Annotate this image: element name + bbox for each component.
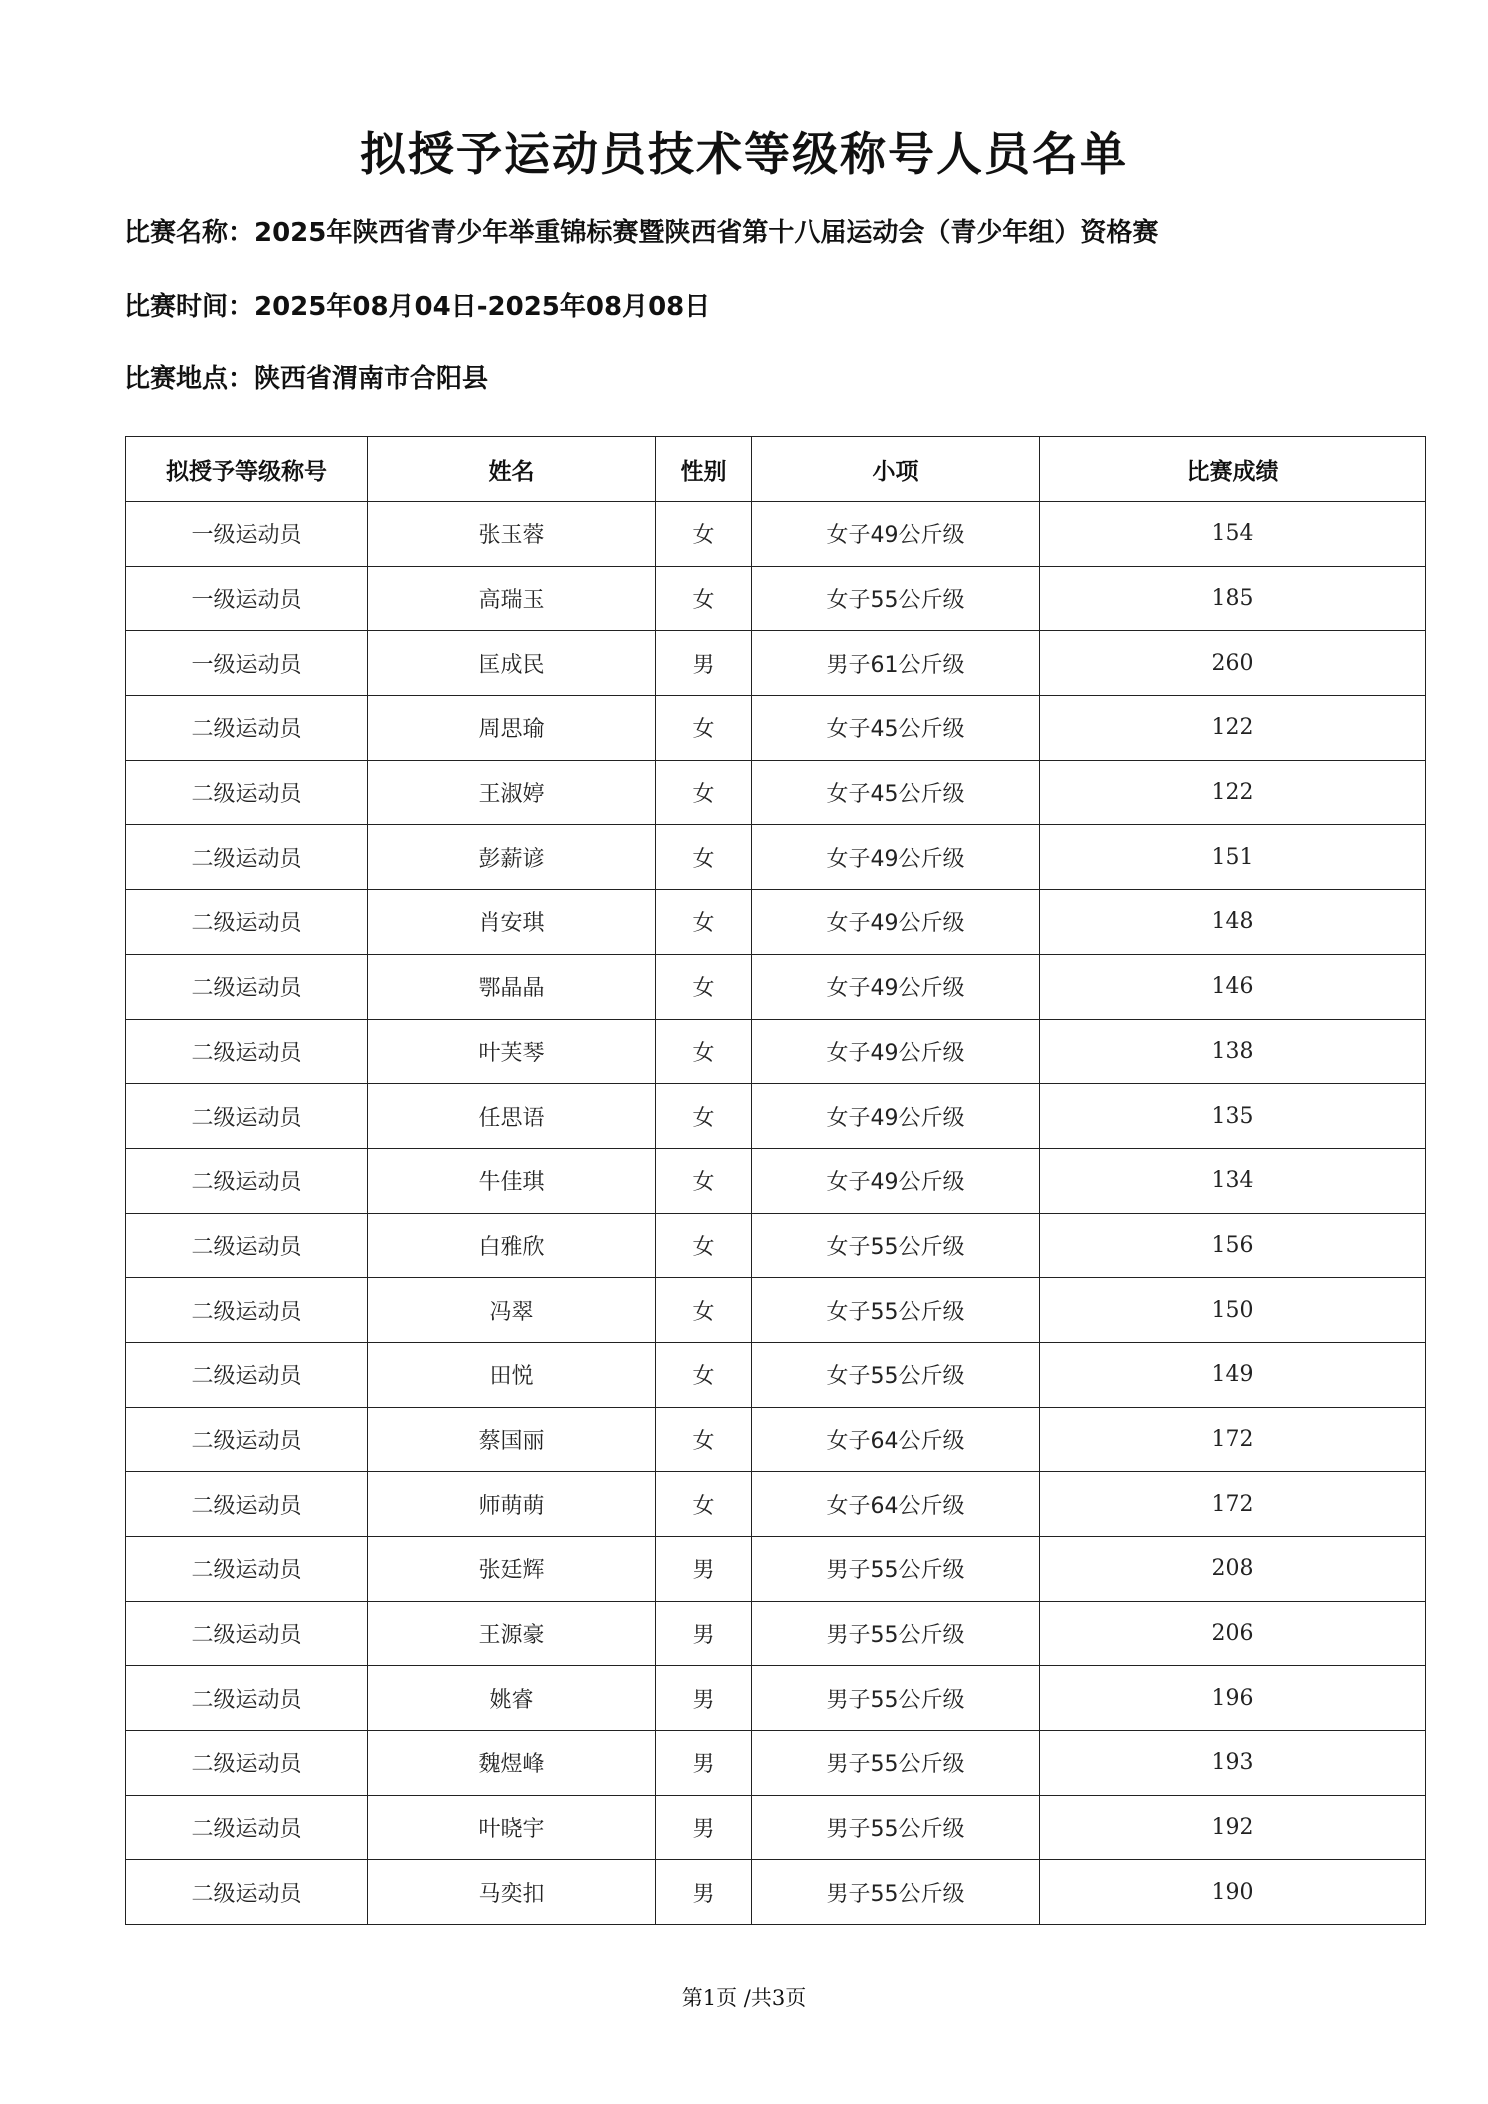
table-row: [126, 502, 1426, 567]
cell-gender: 女: [656, 1084, 752, 1149]
cell-name: 叶晓宇: [368, 1795, 656, 1860]
cell-name: 姚睿: [368, 1666, 656, 1731]
cell-grade: 一级运动员: [126, 631, 368, 696]
cell-event: 男子55公斤级: [752, 1795, 1040, 1860]
cell-event: 男子55公斤级: [752, 1601, 1040, 1666]
cell-gender: 女: [656, 1342, 752, 1407]
cell-score: 260: [1040, 631, 1426, 696]
table-row: [126, 1148, 1426, 1213]
cell-score: 122: [1040, 696, 1426, 761]
cell-gender: 男: [656, 1666, 752, 1731]
cell-event: 女子55公斤级: [752, 1213, 1040, 1278]
cell-gender: 女: [656, 890, 752, 955]
cell-score: 122: [1040, 760, 1426, 825]
cell-event: 女子64公斤级: [752, 1407, 1040, 1472]
cell-name: 王淑婷: [368, 760, 656, 825]
cell-score: 172: [1040, 1407, 1426, 1472]
cell-gender: 女: [656, 760, 752, 825]
cell-gender: 男: [656, 631, 752, 696]
cell-gender: 男: [656, 1795, 752, 1860]
cell-event: 男子55公斤级: [752, 1537, 1040, 1602]
cell-name: 冯翠: [368, 1278, 656, 1343]
header-score: 比赛成绩: [1040, 437, 1426, 502]
cell-score: 148: [1040, 890, 1426, 955]
cell-score: 151: [1040, 825, 1426, 890]
cell-name: 周思瑜: [368, 696, 656, 761]
cell-score: 134: [1040, 1148, 1426, 1213]
cell-event: 女子49公斤级: [752, 1148, 1040, 1213]
table-row: [126, 1731, 1426, 1796]
cell-grade: 二级运动员: [126, 1860, 368, 1925]
cell-gender: 男: [656, 1537, 752, 1602]
cell-event: 女子49公斤级: [752, 825, 1040, 890]
cell-name: 匡成民: [368, 631, 656, 696]
cell-grade: 二级运动员: [126, 1537, 368, 1602]
table-row: [126, 1537, 1426, 1602]
cell-gender: 女: [656, 1472, 752, 1537]
cell-gender: 女: [656, 825, 752, 890]
cell-score: 149: [1040, 1342, 1426, 1407]
cell-score: 156: [1040, 1213, 1426, 1278]
cell-gender: 女: [656, 1019, 752, 1084]
header-grade: 拟授予等级称号: [126, 437, 368, 502]
cell-gender: 女: [656, 502, 752, 567]
cell-gender: 女: [656, 1278, 752, 1343]
table-row: [126, 1407, 1426, 1472]
cell-grade: 二级运动员: [126, 954, 368, 1019]
cell-name: 叶芙琴: [368, 1019, 656, 1084]
cell-score: 196: [1040, 1666, 1426, 1731]
cell-grade: 二级运动员: [126, 1084, 368, 1149]
table-row: [126, 1213, 1426, 1278]
cell-score: 150: [1040, 1278, 1426, 1343]
competition-location: 比赛地点：陕西省渭南市合阳县: [124, 364, 489, 394]
table-row: [126, 825, 1426, 890]
document-title: 拟授予运动员技术等级称号人员名单: [360, 127, 1128, 181]
cell-name: 张廷辉: [368, 1537, 656, 1602]
table-row: [126, 1601, 1426, 1666]
table-row: [126, 954, 1426, 1019]
cell-score: 192: [1040, 1795, 1426, 1860]
cell-gender: 女: [656, 696, 752, 761]
table-body: [126, 502, 1426, 1925]
table-row: [126, 696, 1426, 761]
cell-name: 牛佳琪: [368, 1148, 656, 1213]
table-row: [126, 566, 1426, 631]
cell-gender: 女: [656, 954, 752, 1019]
cell-name: 田悦: [368, 1342, 656, 1407]
athlete-roster-table: [125, 436, 1426, 1925]
cell-score: 208: [1040, 1537, 1426, 1602]
cell-name: 彭薪谚: [368, 825, 656, 890]
table-row: [126, 760, 1426, 825]
table-row: [126, 1860, 1426, 1925]
page-number: 第1页 /共3页: [681, 1986, 807, 2010]
cell-name: 马奕扣: [368, 1860, 656, 1925]
cell-score: 154: [1040, 502, 1426, 567]
cell-grade: 二级运动员: [126, 1407, 368, 1472]
cell-name: 白雅欣: [368, 1213, 656, 1278]
cell-score: 193: [1040, 1731, 1426, 1796]
cell-event: 男子61公斤级: [752, 631, 1040, 696]
cell-name: 张玉蓉: [368, 502, 656, 567]
cell-name: 鄂晶晶: [368, 954, 656, 1019]
header-event: 小项: [752, 437, 1040, 502]
cell-gender: 女: [656, 566, 752, 631]
cell-grade: 一级运动员: [126, 502, 368, 567]
cell-event: 女子45公斤级: [752, 760, 1040, 825]
cell-event: 男子55公斤级: [752, 1860, 1040, 1925]
table-header-row: [126, 437, 1426, 502]
table-row: [126, 1278, 1426, 1343]
cell-grade: 二级运动员: [126, 1213, 368, 1278]
cell-gender: 男: [656, 1601, 752, 1666]
cell-grade: 一级运动员: [126, 566, 368, 631]
cell-event: 女子45公斤级: [752, 696, 1040, 761]
cell-name: 师萌萌: [368, 1472, 656, 1537]
cell-event: 女子55公斤级: [752, 1342, 1040, 1407]
cell-event: 男子55公斤级: [752, 1666, 1040, 1731]
cell-gender: 女: [656, 1148, 752, 1213]
cell-name: 蔡国丽: [368, 1407, 656, 1472]
table-row: [126, 1019, 1426, 1084]
cell-score: 135: [1040, 1084, 1426, 1149]
cell-name: 王源豪: [368, 1601, 656, 1666]
cell-grade: 二级运动员: [126, 1795, 368, 1860]
cell-grade: 二级运动员: [126, 1148, 368, 1213]
cell-event: 女子49公斤级: [752, 890, 1040, 955]
cell-gender: 男: [656, 1860, 752, 1925]
cell-grade: 二级运动员: [126, 825, 368, 890]
cell-score: 185: [1040, 566, 1426, 631]
cell-name: 肖安琪: [368, 890, 656, 955]
header-name: 姓名: [368, 437, 656, 502]
cell-event: 女子49公斤级: [752, 502, 1040, 567]
competition-name: 比赛名称：2025年陕西省青少年举重锦标赛暨陕西省第十八届运动会（青少年组）资格赛: [124, 218, 1159, 248]
cell-grade: 二级运动员: [126, 1472, 368, 1537]
competition-time: 比赛时间：2025年08月04日-2025年08月08日: [124, 292, 711, 322]
cell-score: 138: [1040, 1019, 1426, 1084]
cell-name: 魏煜峰: [368, 1731, 656, 1796]
cell-event: 女子64公斤级: [752, 1472, 1040, 1537]
table-row: [126, 631, 1426, 696]
cell-score: 190: [1040, 1860, 1426, 1925]
cell-event: 女子49公斤级: [752, 1084, 1040, 1149]
cell-name: 任思语: [368, 1084, 656, 1149]
cell-event: 女子55公斤级: [752, 1278, 1040, 1343]
cell-grade: 二级运动员: [126, 1278, 368, 1343]
cell-grade: 二级运动员: [126, 696, 368, 761]
cell-gender: 男: [656, 1731, 752, 1796]
cell-grade: 二级运动员: [126, 1342, 368, 1407]
cell-event: 男子55公斤级: [752, 1731, 1040, 1796]
cell-grade: 二级运动员: [126, 1731, 368, 1796]
cell-grade: 二级运动员: [126, 1019, 368, 1084]
cell-score: 206: [1040, 1601, 1426, 1666]
cell-grade: 二级运动员: [126, 760, 368, 825]
table-row: [126, 1795, 1426, 1860]
cell-name: 高瑞玉: [368, 566, 656, 631]
cell-event: 女子49公斤级: [752, 1019, 1040, 1084]
table-row: [126, 1342, 1426, 1407]
table-row: [126, 1472, 1426, 1537]
cell-grade: 二级运动员: [126, 1601, 368, 1666]
table-row: [126, 1084, 1426, 1149]
cell-grade: 二级运动员: [126, 890, 368, 955]
cell-score: 172: [1040, 1472, 1426, 1537]
cell-grade: 二级运动员: [126, 1666, 368, 1731]
cell-gender: 女: [656, 1213, 752, 1278]
header-gender: 性别: [656, 437, 752, 502]
table-row: [126, 1666, 1426, 1731]
table-row: [126, 890, 1426, 955]
cell-score: 146: [1040, 954, 1426, 1019]
cell-gender: 女: [656, 1407, 752, 1472]
cell-event: 女子55公斤级: [752, 566, 1040, 631]
cell-event: 女子49公斤级: [752, 954, 1040, 1019]
